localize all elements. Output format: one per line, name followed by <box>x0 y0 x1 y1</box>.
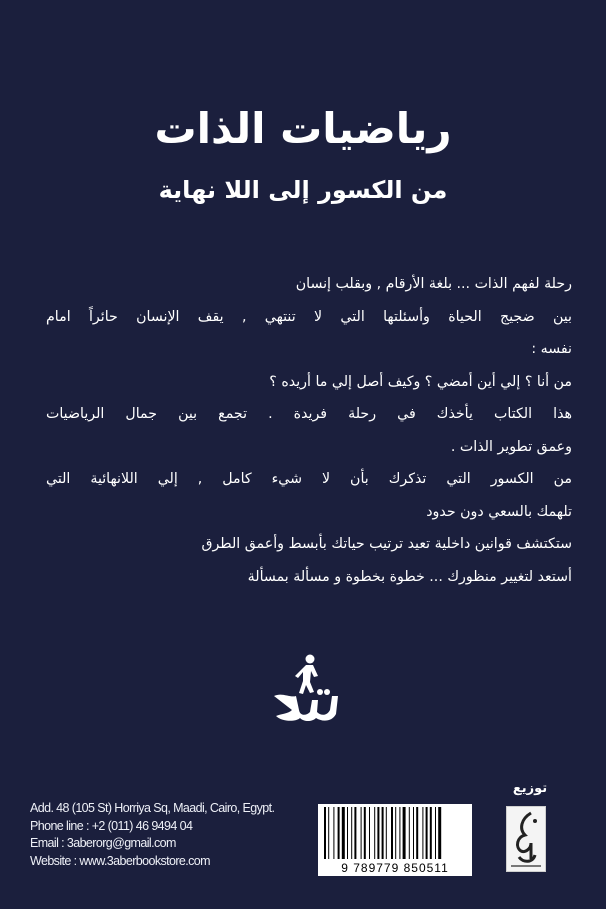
blurb-line: تلهمك بالسعي دون حدود <box>426 503 572 520</box>
barcode-bar <box>354 807 356 859</box>
barcode-bar <box>430 807 432 859</box>
publisher-email: Email : 3aberorg@gmail.com <box>30 836 176 850</box>
barcode-bar <box>342 807 345 859</box>
barcode-bar <box>351 807 352 859</box>
publisher-contact <box>30 800 274 870</box>
barcode-bar <box>416 807 418 859</box>
barcode-bar <box>324 807 326 859</box>
barcode-bar <box>403 807 406 859</box>
blurb-line: وعمق تطوير الذات . <box>450 438 572 455</box>
blurb-line: رحلة لفهم الذات ... بلغة الأرقام , وبقلب إنسان <box>295 276 572 292</box>
barcode-bar <box>391 807 393 859</box>
barcode-bar <box>438 807 441 859</box>
barcode-bar <box>409 807 410 859</box>
barcode-bar <box>413 807 414 859</box>
blurb-line: من الكسور التي تذكرك بأن لا شيء كامل , إلي اللانهائية التي <box>46 471 572 487</box>
barcode-bar <box>328 807 329 859</box>
publisher-phone: Phone line : +2 (011) 46 9494 04 <box>30 818 193 833</box>
barcode-bar <box>364 807 366 859</box>
barcode-bar <box>399 807 400 859</box>
barcode-bar <box>361 807 362 859</box>
blurb-line: أستعد لتغيير منظورك ... خطوة بخطوة و مسألة بمسألة <box>247 568 572 585</box>
barcode-bar <box>369 807 370 859</box>
isbn-number: 9 789779 850511 <box>341 861 449 875</box>
barcode-bar <box>347 807 348 859</box>
blurb-line: بين ضجيج الحياة وأسئلتها التي لا تنتهي , يقف الإنسان حائراً امام <box>46 308 572 325</box>
barcode-bar <box>382 807 384 859</box>
blurb-line: هذا الكتاب يأخذك في رحلة فريدة . تجمع بين جمال الرياضيات <box>46 406 572 422</box>
blurb-line: من أنا ؟ إلي أين أمضي ؟ وكيف أصل إلي ما أريده ؟ <box>269 373 572 390</box>
barcode-bar <box>395 807 396 859</box>
book-subtitle: من الكسور إلى اللا نهاية <box>158 176 448 204</box>
blurb-line: نفسه : <box>531 341 572 357</box>
barcode-bar <box>338 807 340 859</box>
barcode-bar <box>422 807 423 859</box>
book-title: رياضيات الذات <box>154 104 452 153</box>
barcode-bar <box>377 807 379 859</box>
distributor-logo-icon <box>506 806 546 872</box>
barcode-bars <box>324 807 466 859</box>
blurb-line: ستكتشف قوانين داخلية تعيد ترتيب حياتك بأبسط وأعمق الطرق <box>201 536 572 552</box>
barcode-bar <box>333 807 334 859</box>
barcode-bar <box>386 807 387 859</box>
publisher-logo-icon <box>266 652 346 724</box>
blurb-text <box>46 268 572 593</box>
barcode-bar <box>426 807 428 859</box>
publisher-website: Website : www.3aberbookstore.com <box>30 853 210 868</box>
isbn-barcode <box>318 804 472 876</box>
barcode-bar <box>374 807 375 859</box>
publisher-address: Add. 48 (105 St) Horriya Sq, Maadi, Cairo, Egypt. <box>30 801 275 815</box>
distribution-label: توزيع <box>512 781 548 796</box>
barcode-bar <box>435 807 436 859</box>
